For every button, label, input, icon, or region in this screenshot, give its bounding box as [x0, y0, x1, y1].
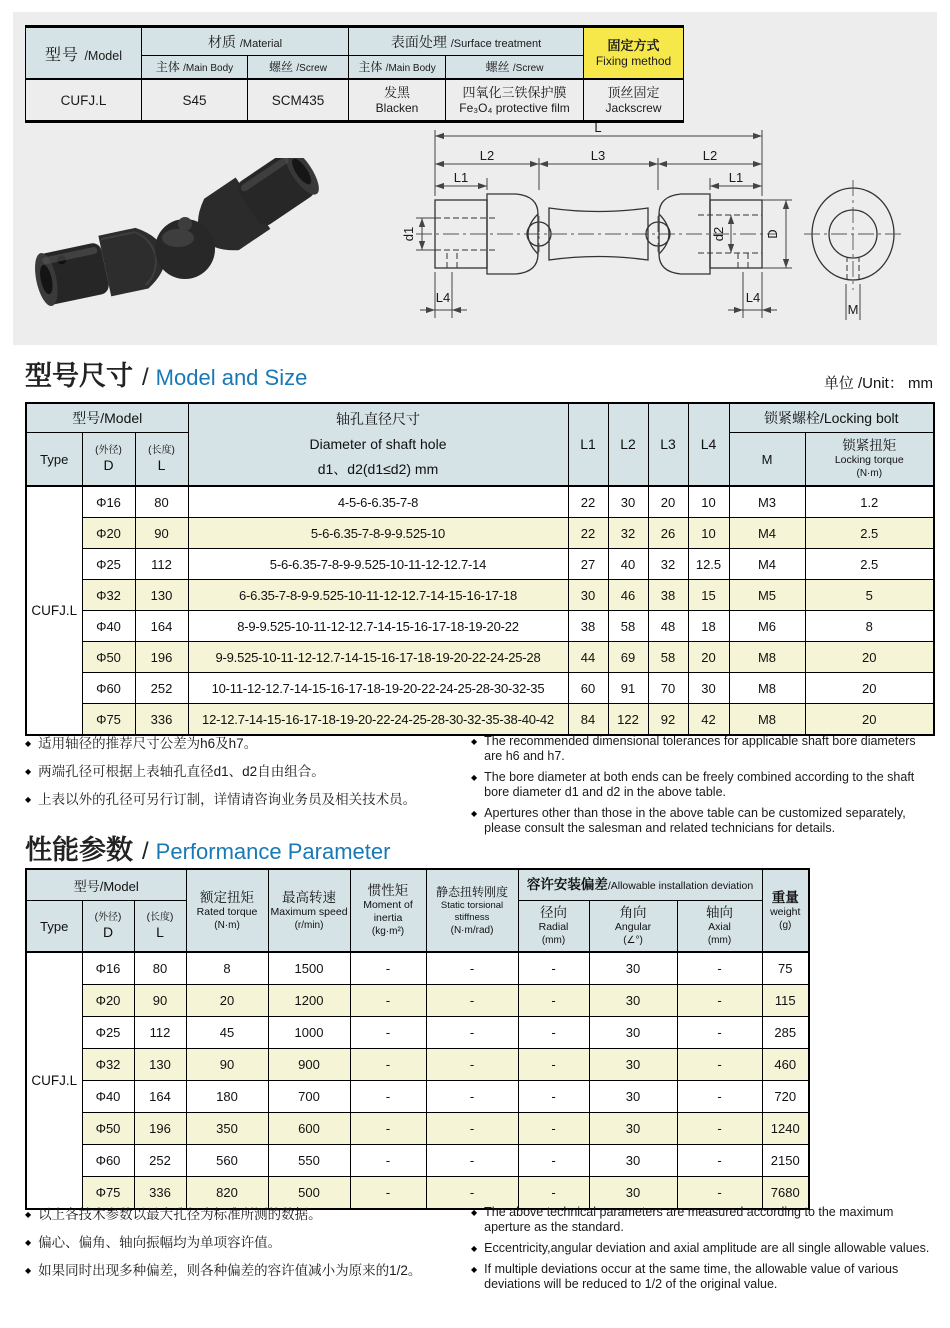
diamond-bullet-icon: ◆ [25, 739, 32, 748]
torque-cell: 180 [186, 1081, 268, 1113]
speed-cell: 700 [268, 1081, 350, 1113]
performance-notes [25, 1205, 933, 1298]
m-cell: M4 [729, 549, 805, 580]
type-value: CUFJ.L [26, 486, 82, 735]
len-cell: 90 [134, 985, 186, 1017]
note-item: ◆ 两端孔径可根据上表轴孔直径d1、d2自由组合。 [25, 762, 471, 782]
perf-row-phi40 [26, 1081, 809, 1113]
size-header-row1 [26, 403, 934, 433]
section-title-zh: 性能参数 [25, 835, 133, 865]
diamond-bullet-icon: ◆ [471, 1244, 478, 1253]
section-performance [25, 828, 933, 867]
model-value: CUFJ.L [26, 79, 142, 122]
note-item: ◆ The above technical parameters are measured according to the maximum aperture as the standard. [471, 1205, 894, 1234]
d-cell: Φ32 [82, 580, 135, 611]
header-gray-band [13, 12, 937, 345]
dim-label-d-outer: D [765, 229, 780, 239]
section-title-en: Performance Parameter [155, 839, 391, 864]
bore-cell: 9-9.525-10-11-12-12.7-14-15-16-17-18-19-20-22-24-25-28 [188, 642, 568, 673]
bore-cell: 10-11-12-12.7-14-15-16-17-18-19-20-22-24-25-28-30-32-35 [188, 673, 568, 704]
inertia-cell: - [350, 1113, 426, 1145]
torque-cell: 45 [186, 1017, 268, 1049]
torque-cell: 8 [805, 611, 934, 642]
weight-cell: 720 [762, 1081, 809, 1113]
speed-cell: 600 [268, 1113, 350, 1145]
size-row-phi16 [26, 486, 934, 518]
surface-body-value: 发黑 Blacken [349, 79, 446, 122]
len-cell: 130 [134, 1049, 186, 1081]
weight-cell: 1240 [762, 1113, 809, 1145]
torque-cell: 2.5 [805, 549, 934, 580]
spec-mainbody2-header: 主体 /Main Body [349, 56, 446, 80]
l4-cell: 10 [688, 486, 729, 518]
fixing-value: 顶丝固定 Jackscrew [584, 79, 684, 122]
len-cell: 80 [134, 952, 186, 985]
note-item: ◆ 如果同时出现多种偏差，则各种偏差的容许值减小为原来的1/2。 [25, 1261, 471, 1281]
model-size-table [25, 402, 935, 736]
size-type-header: Type [26, 433, 82, 487]
l1-cell: 60 [568, 673, 608, 704]
l2-cell: 69 [608, 642, 648, 673]
note-item: ◆ 上表以外的孔径可另行订制，详情请咨询业务员及相关技术员。 [25, 790, 471, 810]
perf-weight-header: 重量 weight (g) [762, 869, 809, 952]
len-cell: 90 [135, 518, 188, 549]
l2-cell: 91 [608, 673, 648, 704]
l2-cell: 40 [608, 549, 648, 580]
angular-cell: 30 [589, 1145, 677, 1177]
note-item: ◆ 偏心、偏角、轴向振幅均为单项容许值。 [25, 1233, 471, 1253]
note-item: ◆ 适用轴径的推荐尺寸公差为h6及h7。 [25, 734, 471, 754]
dim-label-l3: L3 [590, 148, 606, 163]
dim-label-d2: d2 [711, 226, 726, 242]
inertia-cell: - [350, 1177, 426, 1210]
d-cell: Φ20 [82, 985, 134, 1017]
surface-screw-value: 四氧化三铁保护膜 Fe₃O₄ protective film [446, 79, 584, 122]
torque-cell: 5 [805, 580, 934, 611]
len-cell: 336 [135, 704, 188, 736]
size-row-phi25 [26, 549, 934, 580]
speed-cell: 1000 [268, 1017, 350, 1049]
torque-cell: 20 [805, 704, 934, 736]
len-cell: 112 [134, 1017, 186, 1049]
len-cell: 196 [135, 642, 188, 673]
diamond-bullet-icon: ◆ [25, 767, 32, 776]
l3-cell: 58 [648, 642, 688, 673]
note-item: ◆ If multiple deviations occur at the same time, the allowable value of various deviations will be reduced to 1/2 of the original value. [471, 1262, 899, 1291]
spec-screw-header: 螺丝 /Screw [248, 56, 349, 80]
angular-cell: 30 [589, 1081, 677, 1113]
len-cell: 130 [135, 580, 188, 611]
perf-model-header: 型号/Model [26, 869, 186, 901]
l1-cell: 84 [568, 704, 608, 736]
note-item: ◆ 以上各技术参数以最大孔径为标准所测的数据。 [25, 1205, 471, 1225]
l1-cell: 30 [568, 580, 608, 611]
radial-cell: - [518, 1177, 589, 1210]
d-cell: Φ40 [82, 1081, 134, 1113]
d-cell: Φ50 [82, 642, 135, 673]
dim-label-l4-left: L4 [435, 290, 451, 305]
bore-cell: 12-12.7-14-15-16-17-18-19-20-22-24-25-28-30-32-35-38-40-42 [188, 704, 568, 736]
l4-cell: 20 [688, 642, 729, 673]
l3-cell: 38 [648, 580, 688, 611]
d-cell: Φ50 [82, 1113, 134, 1145]
l3-cell: 92 [648, 704, 688, 736]
stiffness-cell: - [426, 1081, 518, 1113]
weight-cell: 75 [762, 952, 809, 985]
inertia-cell: - [350, 985, 426, 1017]
l2-cell: 30 [608, 486, 648, 518]
dim-label-l2-left: L2 [479, 148, 495, 163]
diamond-bullet-icon: ◆ [471, 809, 478, 818]
l2-cell: 46 [608, 580, 648, 611]
m-cell: M8 [729, 642, 805, 673]
len-cell: 164 [134, 1081, 186, 1113]
weight-cell: 7680 [762, 1177, 809, 1210]
perf-row-phi16 [26, 952, 809, 985]
l3-cell: 26 [648, 518, 688, 549]
len-cell: 252 [134, 1145, 186, 1177]
axial-cell: - [677, 1177, 762, 1210]
l3-cell: 32 [648, 549, 688, 580]
diamond-bullet-icon: ◆ [25, 1238, 32, 1247]
bore-cell: 5-6-6.35-7-8-9-9.525-10 [188, 518, 568, 549]
size-bore-header: 轴孔直径尺寸 Diameter of shaft hole d1、d2(d1≤d2) mm [188, 403, 568, 486]
axial-cell: - [677, 1049, 762, 1081]
l3-cell: 70 [648, 673, 688, 704]
radial-cell: - [518, 985, 589, 1017]
angular-cell: 30 [589, 985, 677, 1017]
size-row-phi60 [26, 673, 934, 704]
note-item: ◆ Apertures other than those in the above table can be customized separately, please consult the salesman and related technicians for details. [471, 806, 906, 835]
size-notes [25, 734, 933, 842]
weight-cell: 2150 [762, 1145, 809, 1177]
len-cell: 336 [134, 1177, 186, 1210]
size-m-header: M [729, 433, 805, 487]
section-title-separator: / [142, 838, 149, 865]
stiffness-cell: - [426, 985, 518, 1017]
l3-cell: 20 [648, 486, 688, 518]
l2-cell: 32 [608, 518, 648, 549]
speed-cell: 1200 [268, 985, 350, 1017]
m-cell: M6 [729, 611, 805, 642]
dim-label-l2-right: L2 [702, 148, 718, 163]
len-cell: 252 [135, 673, 188, 704]
spec-table [25, 25, 684, 123]
torque-cell: 20 [805, 642, 934, 673]
size-row-phi40 [26, 611, 934, 642]
perf-notes-en [471, 1205, 933, 1298]
d-cell: Φ16 [82, 486, 135, 518]
perf-l-header: (长度) L [134, 901, 186, 953]
inertia-cell: - [350, 1017, 426, 1049]
radial-cell: - [518, 1145, 589, 1177]
dimension-drawing [398, 122, 933, 345]
d-cell: Φ20 [82, 518, 135, 549]
radial-cell: - [518, 1017, 589, 1049]
d-cell: Φ25 [82, 1017, 134, 1049]
perf-row-phi50 [26, 1113, 809, 1145]
torque-cell: 350 [186, 1113, 268, 1145]
weight-cell: 285 [762, 1017, 809, 1049]
bore-cell: 4-5-6-6.35-7-8 [188, 486, 568, 518]
section-title-separator: / [142, 364, 149, 391]
bore-cell: 8-9-9.525-10-11-12-12.7-14-15-16-17-18-19-20-22 [188, 611, 568, 642]
torque-cell: 2.5 [805, 518, 934, 549]
diamond-bullet-icon: ◆ [25, 795, 32, 804]
inertia-cell: - [350, 952, 426, 985]
radial-cell: - [518, 952, 589, 985]
note-item: ◆ Eccentricity,angular deviation and axial amplitude are all single allowable values. [471, 1241, 930, 1255]
diamond-bullet-icon: ◆ [25, 1210, 32, 1219]
dim-label-l1-right: L1 [728, 170, 744, 185]
section-title-zh: 型号尺寸 [25, 361, 133, 391]
radial-cell: - [518, 1049, 589, 1081]
l4-cell: 15 [688, 580, 729, 611]
note-item: ◆ The bore diameter at both ends can be freely combined according to the shaft bore diameter d1 and d2 in the above table. [471, 770, 915, 799]
angular-cell: 30 [589, 1113, 677, 1145]
axial-cell: - [677, 1145, 762, 1177]
speed-cell: 500 [268, 1177, 350, 1210]
torque-cell: 1.2 [805, 486, 934, 518]
d-cell: Φ25 [82, 549, 135, 580]
screw-material-value: SCM435 [248, 79, 349, 122]
size-notes-zh [25, 734, 471, 842]
spec-screw2-header: 螺丝 /Screw [446, 56, 584, 80]
photo-left-half [35, 223, 172, 311]
size-l4-header: L4 [688, 403, 729, 486]
d-cell: Φ32 [82, 1049, 134, 1081]
dim-label-l: L [594, 122, 602, 135]
l1-cell: 22 [568, 486, 608, 518]
l1-cell: 22 [568, 518, 608, 549]
stiffness-cell: - [426, 1177, 518, 1210]
perf-notes-zh [25, 1205, 471, 1298]
m-cell: M4 [729, 518, 805, 549]
size-l1-header: L1 [568, 403, 608, 486]
size-row-phi20 [26, 518, 934, 549]
stiffness-cell: - [426, 952, 518, 985]
type-value: CUFJ.L [26, 952, 82, 1209]
size-row-phi50 [26, 642, 934, 673]
bore-cell: 5-6-6.35-7-8-9-9.525-10-11-12-12.7-14 [188, 549, 568, 580]
perf-row-phi25 [26, 1017, 809, 1049]
size-row-phi32 [26, 580, 934, 611]
perf-type-header: Type [26, 901, 82, 953]
l4-cell: 42 [688, 704, 729, 736]
perf-d-header: (外径) D [82, 901, 134, 953]
axial-cell: - [677, 1113, 762, 1145]
speed-cell: 550 [268, 1145, 350, 1177]
stiffness-cell: - [426, 1145, 518, 1177]
diamond-bullet-icon: ◆ [471, 737, 478, 746]
radial-cell: - [518, 1081, 589, 1113]
note-item: ◆ The recommended dimensional tolerances for applicable shaft bore diameters are h6 and h7. [471, 734, 916, 763]
size-torque-header: 锁紧扭矩 Locking torque (N·m) [805, 433, 934, 487]
size-notes-en [471, 734, 933, 842]
diamond-bullet-icon: ◆ [471, 1265, 478, 1274]
axial-cell: - [677, 985, 762, 1017]
stiffness-cell: - [426, 1049, 518, 1081]
angular-cell: 30 [589, 952, 677, 985]
perf-deviation-header: 容许安装偏差/Allowable installation deviation [518, 869, 762, 901]
diamond-bullet-icon: ◆ [25, 1266, 32, 1275]
perf-stiffness-header: 静态扭转刚度 Static torsional stiffness (N·m/rad) [426, 869, 518, 952]
d-cell: Φ75 [82, 704, 135, 736]
angular-cell: 30 [589, 1049, 677, 1081]
unit-label: 单位 /Unit： mm [823, 375, 933, 392]
size-model-header: 型号/Model [26, 403, 188, 433]
perf-row-phi20 [26, 985, 809, 1017]
perf-speed-header: 最高转速 Maximum speed (r/min) [268, 869, 350, 952]
spec-data-row [26, 79, 684, 122]
section-title-en: Model and Size [155, 365, 308, 390]
len-cell: 196 [134, 1113, 186, 1145]
perf-header-row1 [26, 869, 809, 901]
bore-cell: 6-6.35-7-8-9-9.525-10-11-12-12.7-14-15-16-17-18 [188, 580, 568, 611]
axial-cell: - [677, 1081, 762, 1113]
diamond-bullet-icon: ◆ [471, 1208, 478, 1217]
d-cell: Φ40 [82, 611, 135, 642]
speed-cell: 900 [268, 1049, 350, 1081]
angular-cell: 30 [589, 1177, 677, 1210]
spec-material-header: 材质 /Material [142, 27, 349, 56]
inertia-cell: - [350, 1081, 426, 1113]
body-material-value: S45 [142, 79, 248, 122]
l4-cell: 12.5 [688, 549, 729, 580]
l2-cell: 122 [608, 704, 648, 736]
spec-mainbody-header: 主体 /Main Body [142, 56, 248, 80]
stiffness-cell: - [426, 1113, 518, 1145]
axial-cell: - [677, 1017, 762, 1049]
spec-model-header: 型号 /Model [26, 27, 142, 80]
perf-row-phi32 [26, 1049, 809, 1081]
dim-label-l4-right: L4 [745, 290, 761, 305]
inertia-cell: - [350, 1145, 426, 1177]
d-cell: Φ75 [82, 1177, 134, 1210]
dim-label-l1-left: L1 [453, 170, 469, 185]
size-row-phi75 [26, 704, 934, 736]
l4-cell: 18 [688, 611, 729, 642]
l4-cell: 30 [688, 673, 729, 704]
torque-cell: 20 [186, 985, 268, 1017]
perf-axial-header: 轴向 Axial (mm) [677, 901, 762, 953]
speed-cell: 1500 [268, 952, 350, 985]
size-d-header: (外径) D [82, 433, 135, 487]
spec-surface-header: 表面处理 /Surface treatment [349, 27, 584, 56]
dim-label-m: M [847, 302, 859, 317]
perf-row-phi60 [26, 1145, 809, 1177]
radial-cell: - [518, 1113, 589, 1145]
spec-fixing-header: 固定方式 Fixing method [584, 27, 684, 80]
torque-cell: 20 [805, 673, 934, 704]
size-locking-bolt-header: 锁紧螺栓/Locking bolt [729, 403, 934, 433]
torque-cell: 8 [186, 952, 268, 985]
l3-cell: 48 [648, 611, 688, 642]
angular-cell: 30 [589, 1017, 677, 1049]
stiffness-cell: - [426, 1017, 518, 1049]
len-cell: 112 [135, 549, 188, 580]
m-cell: M8 [729, 673, 805, 704]
perf-torque-header: 额定扭矩 Rated torque (N·m) [186, 869, 268, 952]
l2-cell: 58 [608, 611, 648, 642]
l4-cell: 10 [688, 518, 729, 549]
d-cell: Φ60 [82, 1145, 134, 1177]
product-photo [35, 158, 335, 340]
len-cell: 164 [135, 611, 188, 642]
size-l-header: (长度) L [135, 433, 188, 487]
m-cell: M5 [729, 580, 805, 611]
performance-table [25, 868, 810, 1210]
size-l2-header: L2 [608, 403, 648, 486]
spec-header-row1 [26, 27, 684, 56]
m-cell: M3 [729, 486, 805, 518]
l1-cell: 27 [568, 549, 608, 580]
l1-cell: 38 [568, 611, 608, 642]
perf-inertia-header: 惯性矩 Moment of inertia (kg·m²) [350, 869, 426, 952]
torque-cell: 820 [186, 1177, 268, 1210]
weight-cell: 115 [762, 985, 809, 1017]
diamond-bullet-icon: ◆ [471, 773, 478, 782]
section-model-size [25, 354, 933, 393]
axial-cell: - [677, 952, 762, 985]
weight-cell: 460 [762, 1049, 809, 1081]
d-cell: Φ60 [82, 673, 135, 704]
d-cell: Φ16 [82, 952, 134, 985]
l1-cell: 44 [568, 642, 608, 673]
perf-angular-header: 角向 Angular (∠°) [589, 901, 677, 953]
m-cell: M8 [729, 704, 805, 736]
size-l3-header: L3 [648, 403, 688, 486]
perf-radial-header: 径向 Radial (mm) [518, 901, 589, 953]
dim-label-d1: d1 [401, 226, 416, 242]
inertia-cell: - [350, 1049, 426, 1081]
len-cell: 80 [135, 486, 188, 518]
torque-cell: 90 [186, 1049, 268, 1081]
torque-cell: 560 [186, 1145, 268, 1177]
